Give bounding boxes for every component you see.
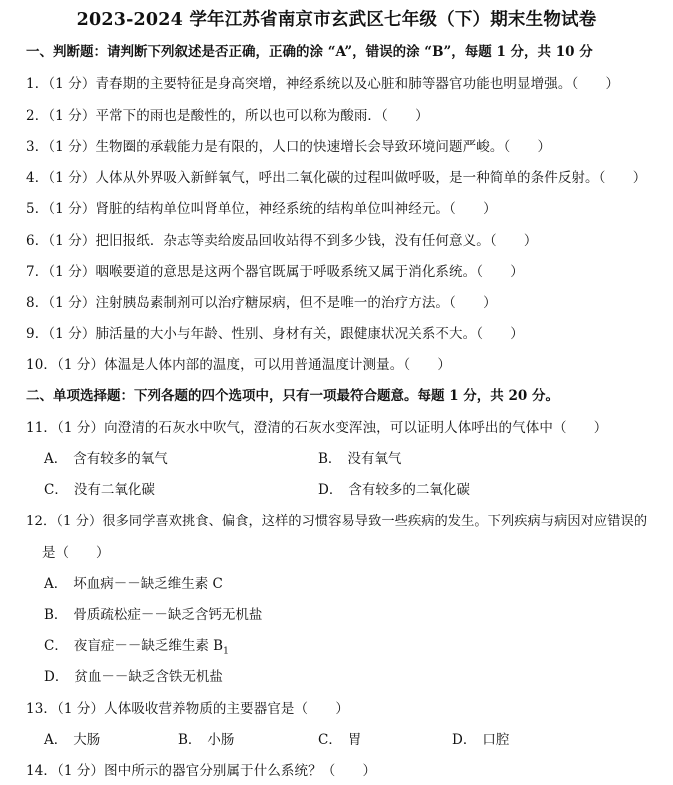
q13-option-c[interactable]: [318, 728, 361, 748]
option-text: 骨质疏松症－－缺乏含钙无机盐: [73, 607, 263, 623]
option-text: 含有较多的氧气: [73, 451, 168, 467]
question-number: 10．: [26, 357, 57, 373]
answer-parenthesis: （ ）: [294, 701, 349, 717]
question-points: （1 分）: [56, 763, 105, 779]
question-points: （1 分）: [48, 201, 96, 217]
question-text: 肾脏的结构单位叫肾单位，神经系统的结构单位叫神经元。: [95, 201, 450, 217]
option-label: D．: [318, 482, 343, 498]
question-points: （1 分）: [48, 326, 96, 342]
option-label: C．: [318, 732, 342, 748]
question-12: [26, 510, 647, 529]
question-number: 12．: [26, 514, 57, 529]
question-points: （1 分）: [56, 514, 103, 529]
question-text: 生物圈的承载能力是有限的，人口的快速增长会导致环境问题严峻。: [95, 139, 504, 155]
q11-option-a[interactable]: [44, 447, 168, 467]
q11-option-c[interactable]: [44, 478, 155, 498]
answer-parenthesis: （ ）: [381, 108, 429, 124]
option-label: C．: [44, 638, 68, 654]
question-points: （1 分）: [56, 701, 105, 717]
question-points: （1 分）: [48, 76, 96, 92]
question-text: 图中所示的器官分别属于什么系统？: [104, 763, 322, 779]
question-text: 很多同学喜欢挑食、偏食，这样的习惯容易导致一些疾病的发生。下列疾病与病因对应错误的: [102, 514, 648, 529]
q13-option-a[interactable]: [44, 728, 100, 748]
question-points: （1 分）: [48, 170, 96, 186]
section-2-heading: 二、单项选择题：下列各题的四个选项中，只有一项最符合题意。每题 1 分，共 20 分。: [26, 388, 559, 404]
answer-parenthesis: （ ）: [571, 76, 620, 92]
question-10: [26, 353, 451, 373]
question-text: 平常下的雨也是酸性的，所以也可以称为酸雨．: [95, 108, 382, 124]
question-text: 体温是人体内部的温度，可以用普通温度计测量。: [104, 357, 404, 373]
question-11: [26, 416, 607, 436]
q12-option-a[interactable]: [44, 572, 223, 592]
q13-option-b[interactable]: [178, 728, 234, 748]
question-points: （1 分）: [56, 357, 105, 373]
question-1: [26, 72, 619, 92]
question-number: 11．: [26, 420, 57, 436]
answer-parenthesis: （ ）: [321, 763, 377, 779]
question-14: [26, 759, 376, 779]
option-text: 没有二氧化碳: [73, 482, 155, 498]
q12-option-d[interactable]: [44, 665, 223, 685]
question-points: （1 分）: [56, 420, 105, 436]
question-text: 肺活量的大小与年龄、性别、身材有关，跟健康状况关系不大。: [95, 326, 477, 342]
option-label: B．: [318, 451, 342, 467]
question-points: （1 分）: [48, 295, 96, 311]
question-points: （1 分）: [48, 264, 96, 280]
option-text: 夜盲症－－缺乏维生素 B: [73, 638, 224, 654]
question-9: [26, 322, 524, 342]
question-13: [26, 697, 349, 717]
question-text: 青春期的主要特征是身高突增，神经系统以及心脏和肺等器官功能也明显增强。: [95, 76, 572, 92]
answer-parenthesis: （ ）: [476, 326, 524, 342]
answer-parenthesis: （ ）: [503, 139, 552, 155]
question-number: 3．: [26, 139, 49, 155]
option-label: A．: [44, 451, 68, 467]
question-3: [26, 135, 551, 155]
question-7: [26, 260, 524, 280]
question-number: 6．: [26, 233, 49, 249]
question-8: [26, 291, 497, 311]
q13-option-d[interactable]: [452, 728, 509, 748]
question-2: [26, 104, 429, 124]
question-text-continued: 是: [42, 545, 56, 561]
q11-option-d[interactable]: [318, 478, 470, 498]
option-label: D．: [452, 732, 477, 748]
answer-parenthesis: （ ）: [449, 201, 497, 217]
section-1-heading: 一、判断题：请判断下列叙述是否正确，正确的涂 “A”，错误的涂 “B”，每题 1 分，共 10 分: [26, 44, 593, 60]
answer-parenthesis: （ ）: [476, 264, 524, 280]
question-points: （1 分）: [48, 233, 96, 249]
option-text: 大肠: [73, 732, 101, 748]
option-text: 贫血－－缺乏含铁无机盐: [74, 669, 223, 685]
answer-parenthesis: （ ）: [598, 170, 647, 186]
option-label: B．: [178, 732, 202, 748]
question-text: 向澄清的石灰水中吹气，澄清的石灰水变浑浊，可以证明人体呼出的气体中: [104, 420, 553, 436]
question-number: 14．: [26, 763, 57, 779]
option-text: 含有较多的二氧化碳: [348, 482, 470, 498]
question-text: 人体从外界吸入新鲜氧气，呼出二氧化碳的过程叫做呼吸，是一种简单的条件反射。: [95, 170, 599, 186]
answer-parenthesis: （ ）: [489, 233, 538, 249]
answer-parenthesis: （ ）: [552, 420, 608, 436]
question-number: 1．: [26, 76, 49, 92]
question-6: [26, 229, 538, 249]
option-text: 胃: [347, 732, 362, 748]
option-text: 没有氧气: [347, 451, 402, 467]
option-label: C．: [44, 482, 68, 498]
question-number: 9．: [26, 326, 49, 342]
answer-parenthesis: （ ）: [403, 357, 451, 373]
question-12-continuation: [42, 541, 110, 561]
question-4: [26, 166, 646, 186]
question-number: 7．: [26, 264, 49, 280]
question-text: 注射胰岛素制剂可以治疗糖尿病，但不是唯一的治疗方法。: [95, 295, 450, 311]
q12-option-c[interactable]: [44, 634, 229, 657]
question-text: 咽喉要道的意思是这两个器官既属于呼吸系统又属于消化系统。: [95, 264, 477, 280]
question-number: 2．: [26, 108, 49, 124]
answer-parenthesis: （ ）: [55, 545, 110, 561]
exam-title: 2023-2024 学年江苏省南京市玄武区七年级（下）期末生物试卷: [76, 10, 597, 30]
question-number: 5．: [26, 201, 49, 217]
option-text: 坏血病－－缺乏维生素 C: [73, 576, 223, 592]
question-number: 4．: [26, 170, 49, 186]
question-points: （1 分）: [48, 108, 96, 124]
option-label: B．: [44, 607, 68, 623]
option-label: D．: [44, 669, 69, 685]
option-subscript: 1: [223, 646, 229, 657]
option-text: 口腔: [482, 732, 510, 748]
question-number: 13．: [26, 701, 57, 717]
question-text: 把旧报纸．杂志等卖给废品回收站得不到多少钱，没有任何意义。: [95, 233, 490, 249]
answer-parenthesis: （ ）: [449, 295, 497, 311]
q11-option-b[interactable]: [318, 447, 401, 467]
question-points: （1 分）: [48, 139, 96, 155]
question-5: [26, 197, 497, 217]
option-text: 小肠: [207, 732, 235, 748]
q12-option-b[interactable]: [44, 603, 262, 623]
question-text: 人体吸收营养物质的主要器官是: [104, 701, 295, 717]
option-label: A．: [44, 732, 68, 748]
option-label: A．: [44, 576, 68, 592]
question-number: 8．: [26, 295, 49, 311]
